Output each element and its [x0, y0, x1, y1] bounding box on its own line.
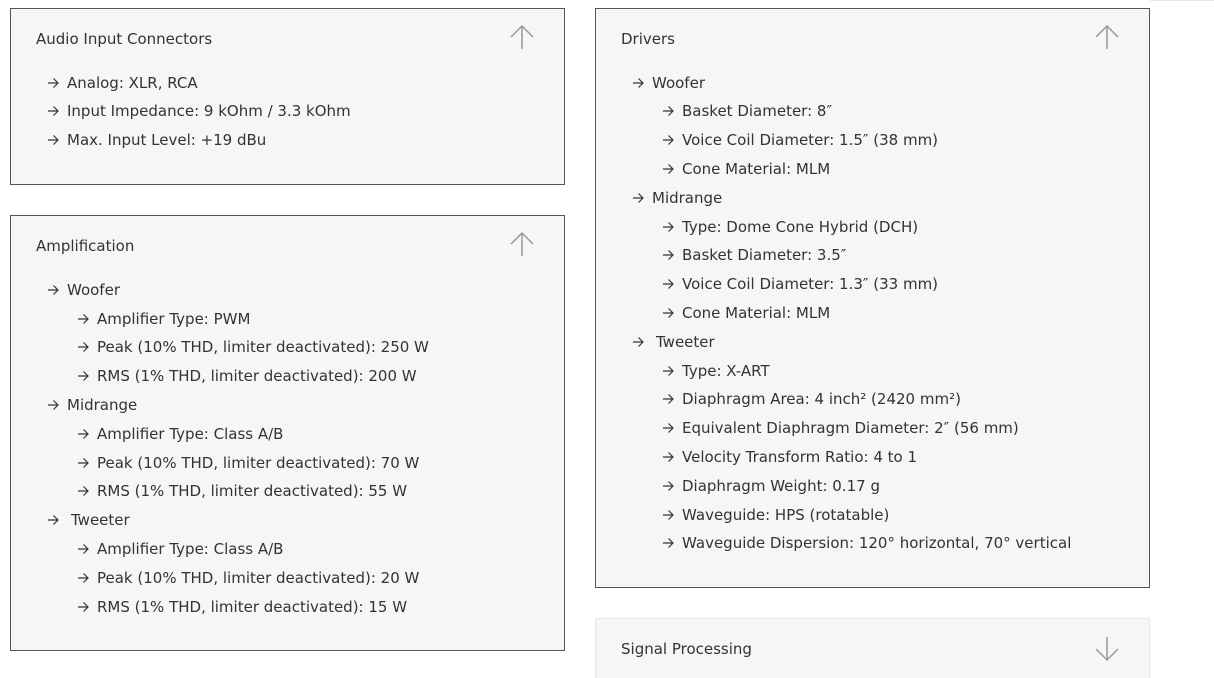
panel-signal-processing	[595, 618, 1150, 678]
list-item	[662, 159, 830, 179]
group-label: Tweeter	[656, 333, 715, 351]
list-item	[77, 366, 417, 386]
list-item	[47, 73, 198, 93]
collapse-button[interactable]	[1093, 23, 1121, 51]
arrow-right-icon	[662, 221, 674, 233]
panel-title[interactable]: Audio Input Connectors	[36, 30, 213, 48]
arrow-right-icon	[47, 514, 59, 526]
list-item	[77, 539, 283, 559]
list-item-label: Type: X-ART	[682, 362, 770, 380]
arrow-down-icon	[1093, 635, 1121, 663]
list-item-label: Max. Input Level: +19 dBu	[67, 131, 267, 149]
list-item-label: Diaphragm Weight: 0.17 g	[682, 477, 880, 495]
arrow-right-icon	[662, 422, 674, 434]
list-item-label: Equivalent Diaphragm Diameter: 2″ (56 mm)	[682, 419, 1019, 437]
list-item	[662, 418, 1019, 438]
arrow-right-icon	[47, 105, 59, 117]
list-item-label: Analog: XLR, RCA	[67, 74, 198, 92]
list-item-label: Cone Material: MLM	[682, 304, 831, 322]
arrow-right-icon	[77, 601, 89, 613]
group-heading	[632, 188, 722, 208]
arrow-right-icon	[47, 77, 59, 89]
list-item-label: Voice Coil Diameter: 1.3″ (33 mm)	[682, 275, 939, 293]
list-item	[662, 303, 830, 323]
collapse-button[interactable]	[508, 230, 536, 258]
list-item-label: Type: Dome Cone Hybrid (DCH)	[682, 218, 919, 236]
group-heading	[47, 510, 130, 530]
arrow-right-icon	[632, 336, 644, 348]
panel-title[interactable]: Drivers	[621, 30, 675, 48]
arrow-right-icon	[662, 451, 674, 463]
list-item	[77, 424, 283, 444]
list-item-label: Cone Material: MLM	[682, 160, 831, 178]
group-label: Woofer	[652, 74, 705, 92]
list-item-label: Amplifier Type: Class A/B	[97, 540, 284, 558]
list-item-label: Voice Coil Diameter: 1.5″ (38 mm)	[682, 131, 939, 149]
list-item-label: Amplifier Type: PWM	[97, 310, 251, 328]
group-label: Tweeter	[71, 511, 130, 529]
arrow-right-icon	[77, 341, 89, 353]
top-divider	[1150, 0, 1214, 1]
group-label: Midrange	[67, 396, 138, 414]
list-item	[662, 447, 917, 467]
list-item	[47, 130, 266, 150]
list-item	[77, 481, 407, 501]
panel-drivers	[595, 8, 1150, 588]
arrow-right-icon	[662, 134, 674, 146]
arrow-right-icon	[662, 278, 674, 290]
arrow-right-icon	[47, 134, 59, 146]
list-item-label: Waveguide: HPS (rotatable)	[682, 506, 890, 524]
arrow-right-icon	[662, 537, 674, 549]
list-item-label: Peak (10% THD, limiter deactivated): 20 W	[97, 569, 420, 587]
arrow-right-icon	[77, 457, 89, 469]
list-item	[47, 101, 351, 121]
list-item-label: Diaphragm Area: 4 inch² (2420 mm²)	[682, 390, 961, 408]
arrow-right-icon	[77, 428, 89, 440]
list-item	[77, 597, 407, 617]
panel-title[interactable]: Signal Processing	[621, 640, 752, 658]
list-item-label: Basket Diameter: 3.5″	[682, 246, 847, 264]
arrow-right-icon	[662, 480, 674, 492]
arrow-right-icon	[662, 393, 674, 405]
list-item	[662, 101, 832, 121]
collapse-button[interactable]	[508, 23, 536, 51]
list-item-label: Input Impedance: 9 kOhm / 3.3 kOhm	[67, 102, 351, 120]
list-item	[662, 389, 961, 409]
panel-audio-input-connectors	[10, 8, 565, 185]
arrow-right-icon	[77, 370, 89, 382]
group-label: Woofer	[67, 281, 120, 299]
arrow-right-icon	[632, 192, 644, 204]
arrow-right-icon	[77, 572, 89, 584]
expand-button[interactable]	[1093, 635, 1121, 663]
list-item-label: Waveguide Dispersion: 120° horizontal, 70° vertical	[682, 534, 1072, 552]
list-item-label: Peak (10% THD, limiter deactivated): 250 W	[97, 338, 429, 356]
list-item	[662, 245, 846, 265]
arrow-right-icon	[77, 313, 89, 325]
list-item	[662, 130, 938, 150]
list-item-label: Amplifier Type: Class A/B	[97, 425, 284, 443]
list-item	[77, 453, 419, 473]
list-item-label: RMS (1% THD, limiter deactivated): 200 W	[97, 367, 417, 385]
group-label: Midrange	[652, 189, 723, 207]
arrow-up-icon	[508, 23, 536, 51]
list-item-label: RMS (1% THD, limiter deactivated): 55 W	[97, 482, 408, 500]
list-item	[662, 217, 918, 237]
panel-amplification	[10, 215, 565, 651]
list-item	[77, 309, 250, 329]
arrow-right-icon	[662, 509, 674, 521]
arrow-right-icon	[662, 105, 674, 117]
arrow-up-icon	[508, 230, 536, 258]
arrow-right-icon	[662, 307, 674, 319]
list-item	[77, 337, 429, 357]
list-item	[662, 476, 880, 496]
group-heading	[47, 280, 120, 300]
list-item-label: Velocity Transform Ratio: 4 to 1	[682, 448, 918, 466]
list-item	[662, 533, 1071, 553]
list-item-label: RMS (1% THD, limiter deactivated): 15 W	[97, 598, 408, 616]
group-heading	[632, 73, 705, 93]
list-item	[77, 568, 419, 588]
arrow-right-icon	[662, 365, 674, 377]
group-heading	[632, 332, 715, 352]
arrow-right-icon	[662, 163, 674, 175]
list-item-label: Peak (10% THD, limiter deactivated): 70 W	[97, 454, 420, 472]
panel-title[interactable]: Amplification	[36, 237, 135, 255]
arrow-right-icon	[47, 399, 59, 411]
arrow-right-icon	[662, 249, 674, 261]
list-item	[662, 274, 938, 294]
list-item-label: Basket Diameter: 8″	[682, 102, 833, 120]
arrow-up-icon	[1093, 23, 1121, 51]
arrow-right-icon	[77, 543, 89, 555]
arrow-right-icon	[632, 77, 644, 89]
arrow-right-icon	[77, 485, 89, 497]
arrow-right-icon	[47, 284, 59, 296]
list-item	[662, 361, 770, 381]
group-heading	[47, 395, 137, 415]
list-item	[662, 505, 889, 525]
